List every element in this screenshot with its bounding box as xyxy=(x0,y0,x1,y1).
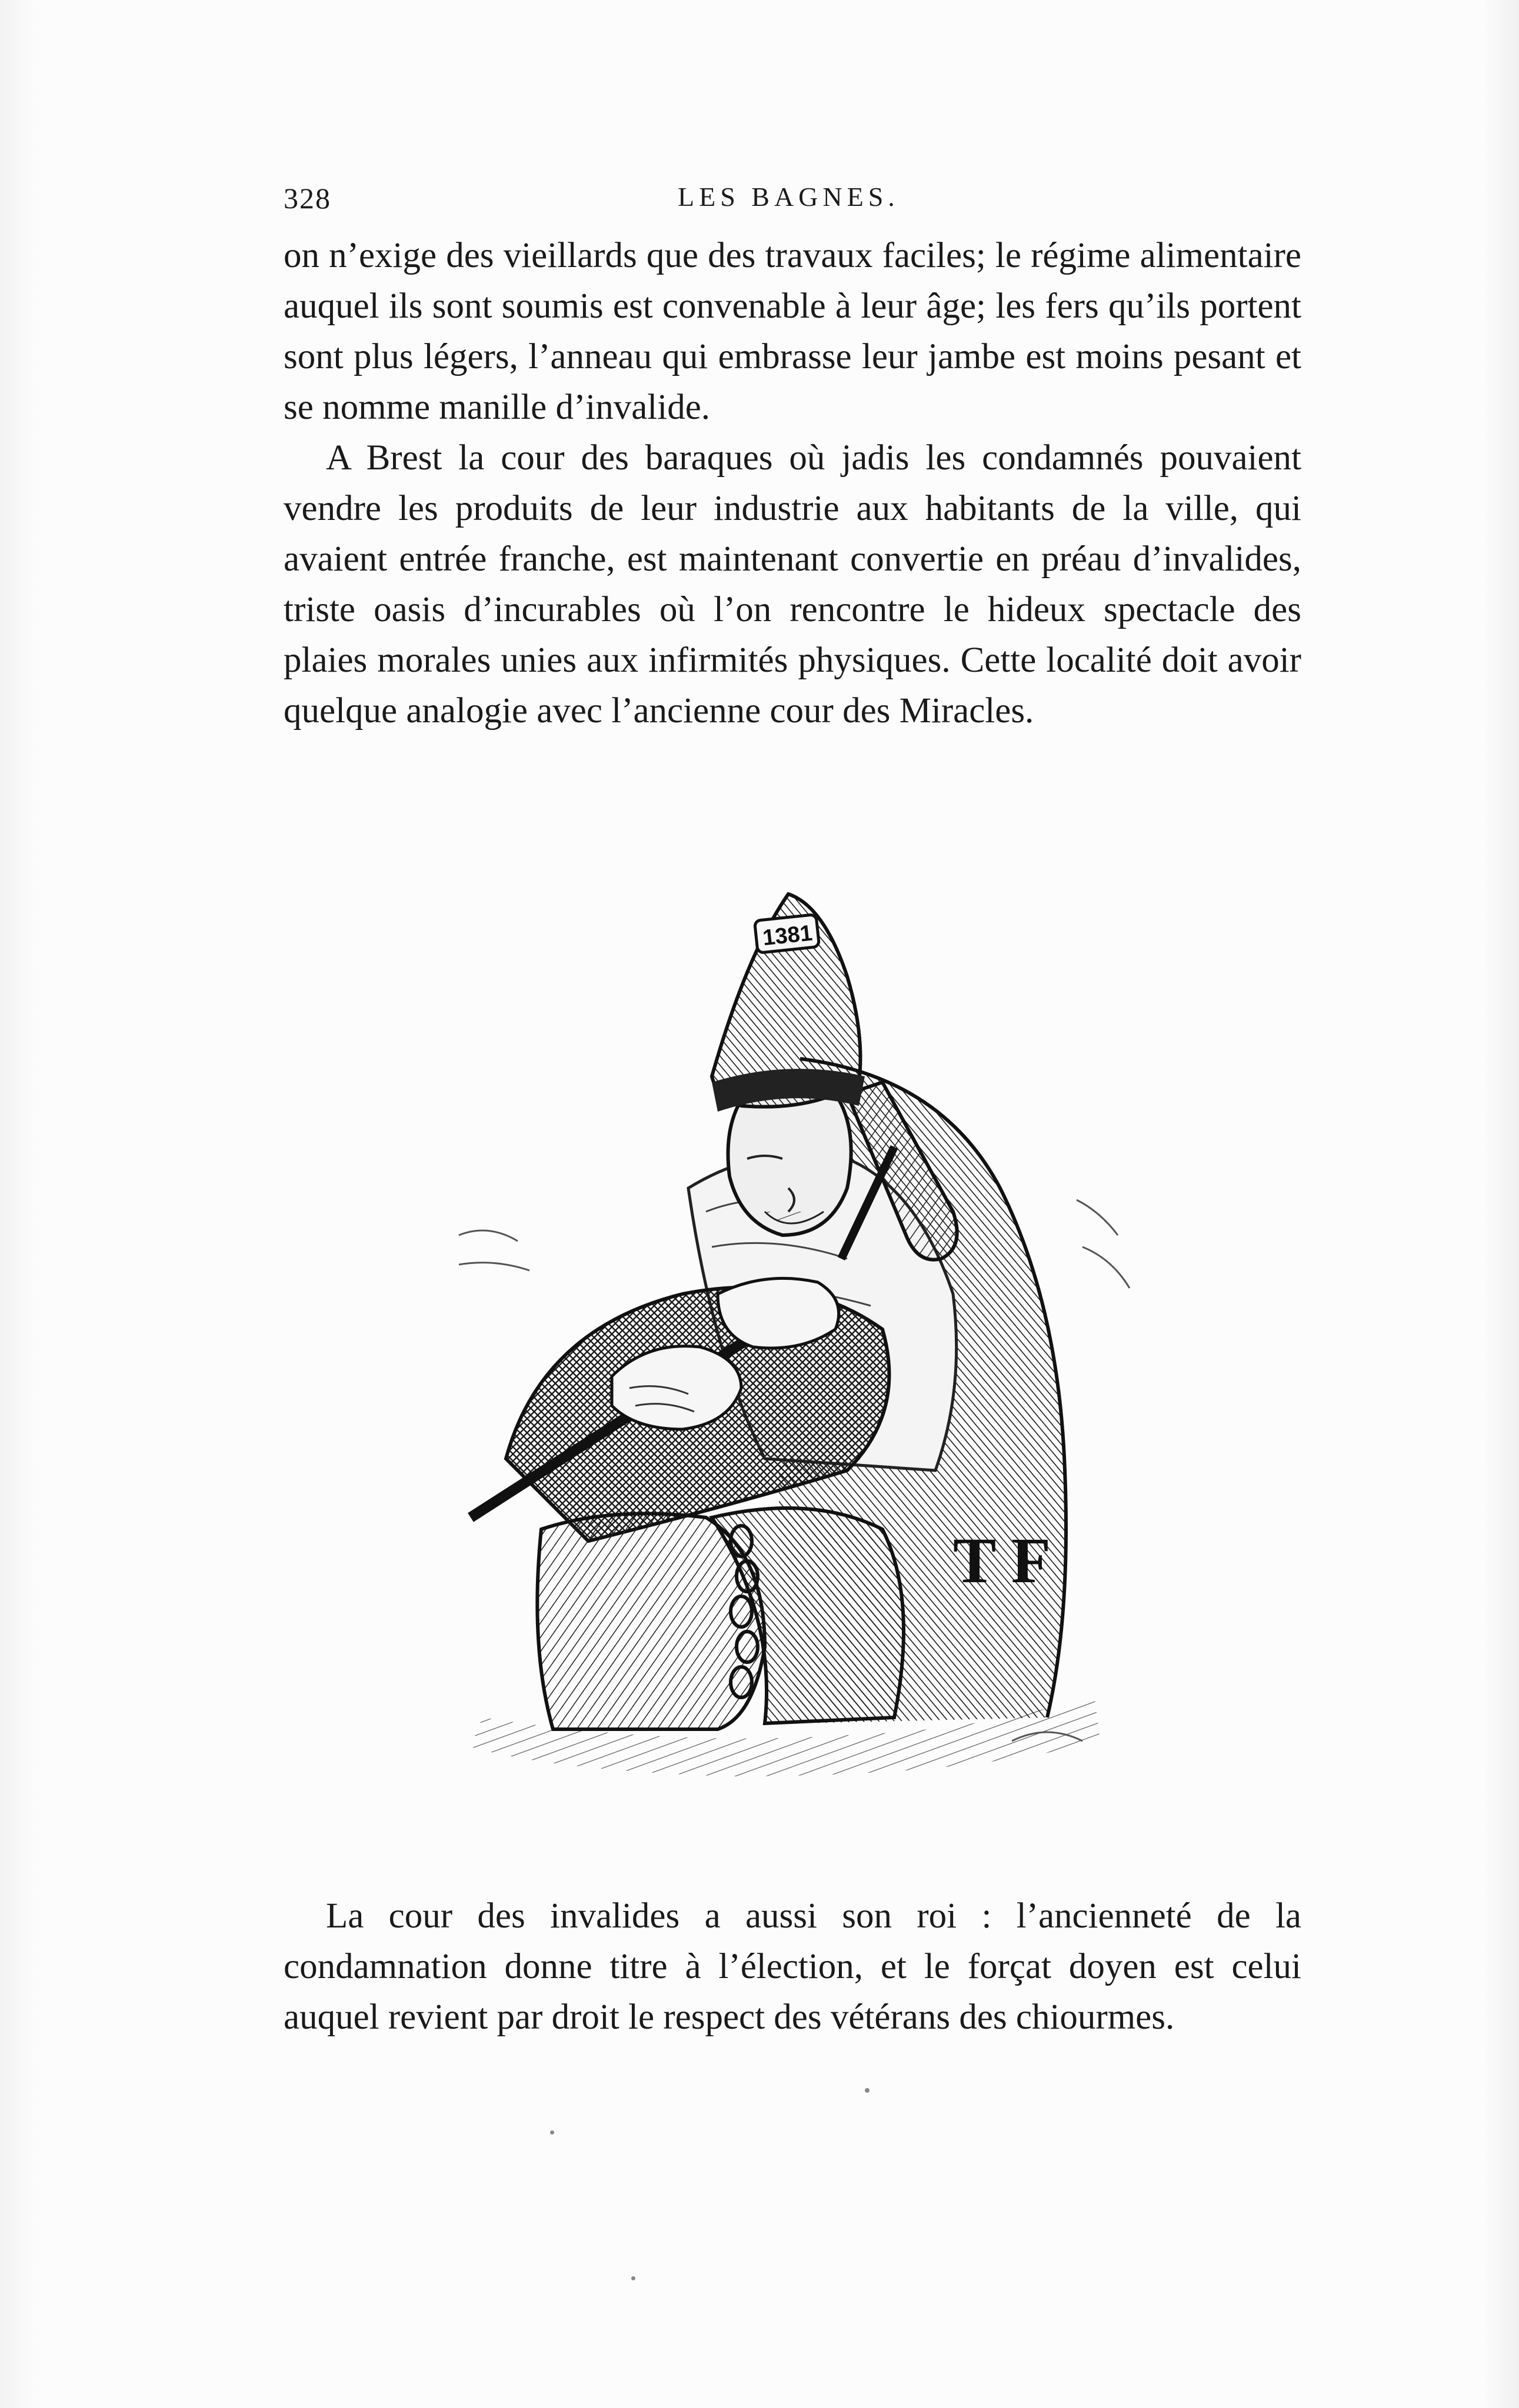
paper-speck xyxy=(631,2276,635,2280)
convict-illustration xyxy=(435,882,1165,1800)
seated-convict-engraving-icon xyxy=(435,882,1165,1800)
page-number: 328 xyxy=(284,182,331,215)
paper-speck xyxy=(550,2130,554,2134)
running-head xyxy=(284,176,1301,224)
paragraph-continued: on n’exige des vieillards que des travaux faciles; le régime alimentaire auquel ils sont soumis est convenable à leur âge; les fers qu’ils portent sont plus légers, l’anneau qui embrasse leur jambe est moins pesant et se nomme manille d’invalide. xyxy=(284,236,1301,427)
paragraph-invalides: La cour des invalides a aussi son roi : l’ancienneté de la condamnation donne titre à l’élection, et le forçat doyen est celui auquel revient par droit le respect des vétérans des chiourmes. xyxy=(284,1896,1301,2037)
paper-speck xyxy=(865,2088,870,2093)
text-block-top xyxy=(284,231,1301,736)
cap-number: 1381 xyxy=(761,920,814,951)
text-block-bottom xyxy=(284,1891,1301,2043)
svg-text:T F: T F xyxy=(953,1525,1051,1596)
paragraph-brest: A Brest la cour des baraques où jadis les condamnés pouvaient vendre les produits de leur industrie aux habitants de la ville, qui avaient entrée franche, est maintenant convertie en préau d’invalides, triste oasis d’incurables où l’on rencontre le hideux spectacle des plaies morales unies aux infirmités physiques. Cette localité doit avoir quelque analogie avec l’ancienne cour des Miracles. xyxy=(284,438,1301,731)
running-title: LES BAGNES. xyxy=(678,182,900,212)
